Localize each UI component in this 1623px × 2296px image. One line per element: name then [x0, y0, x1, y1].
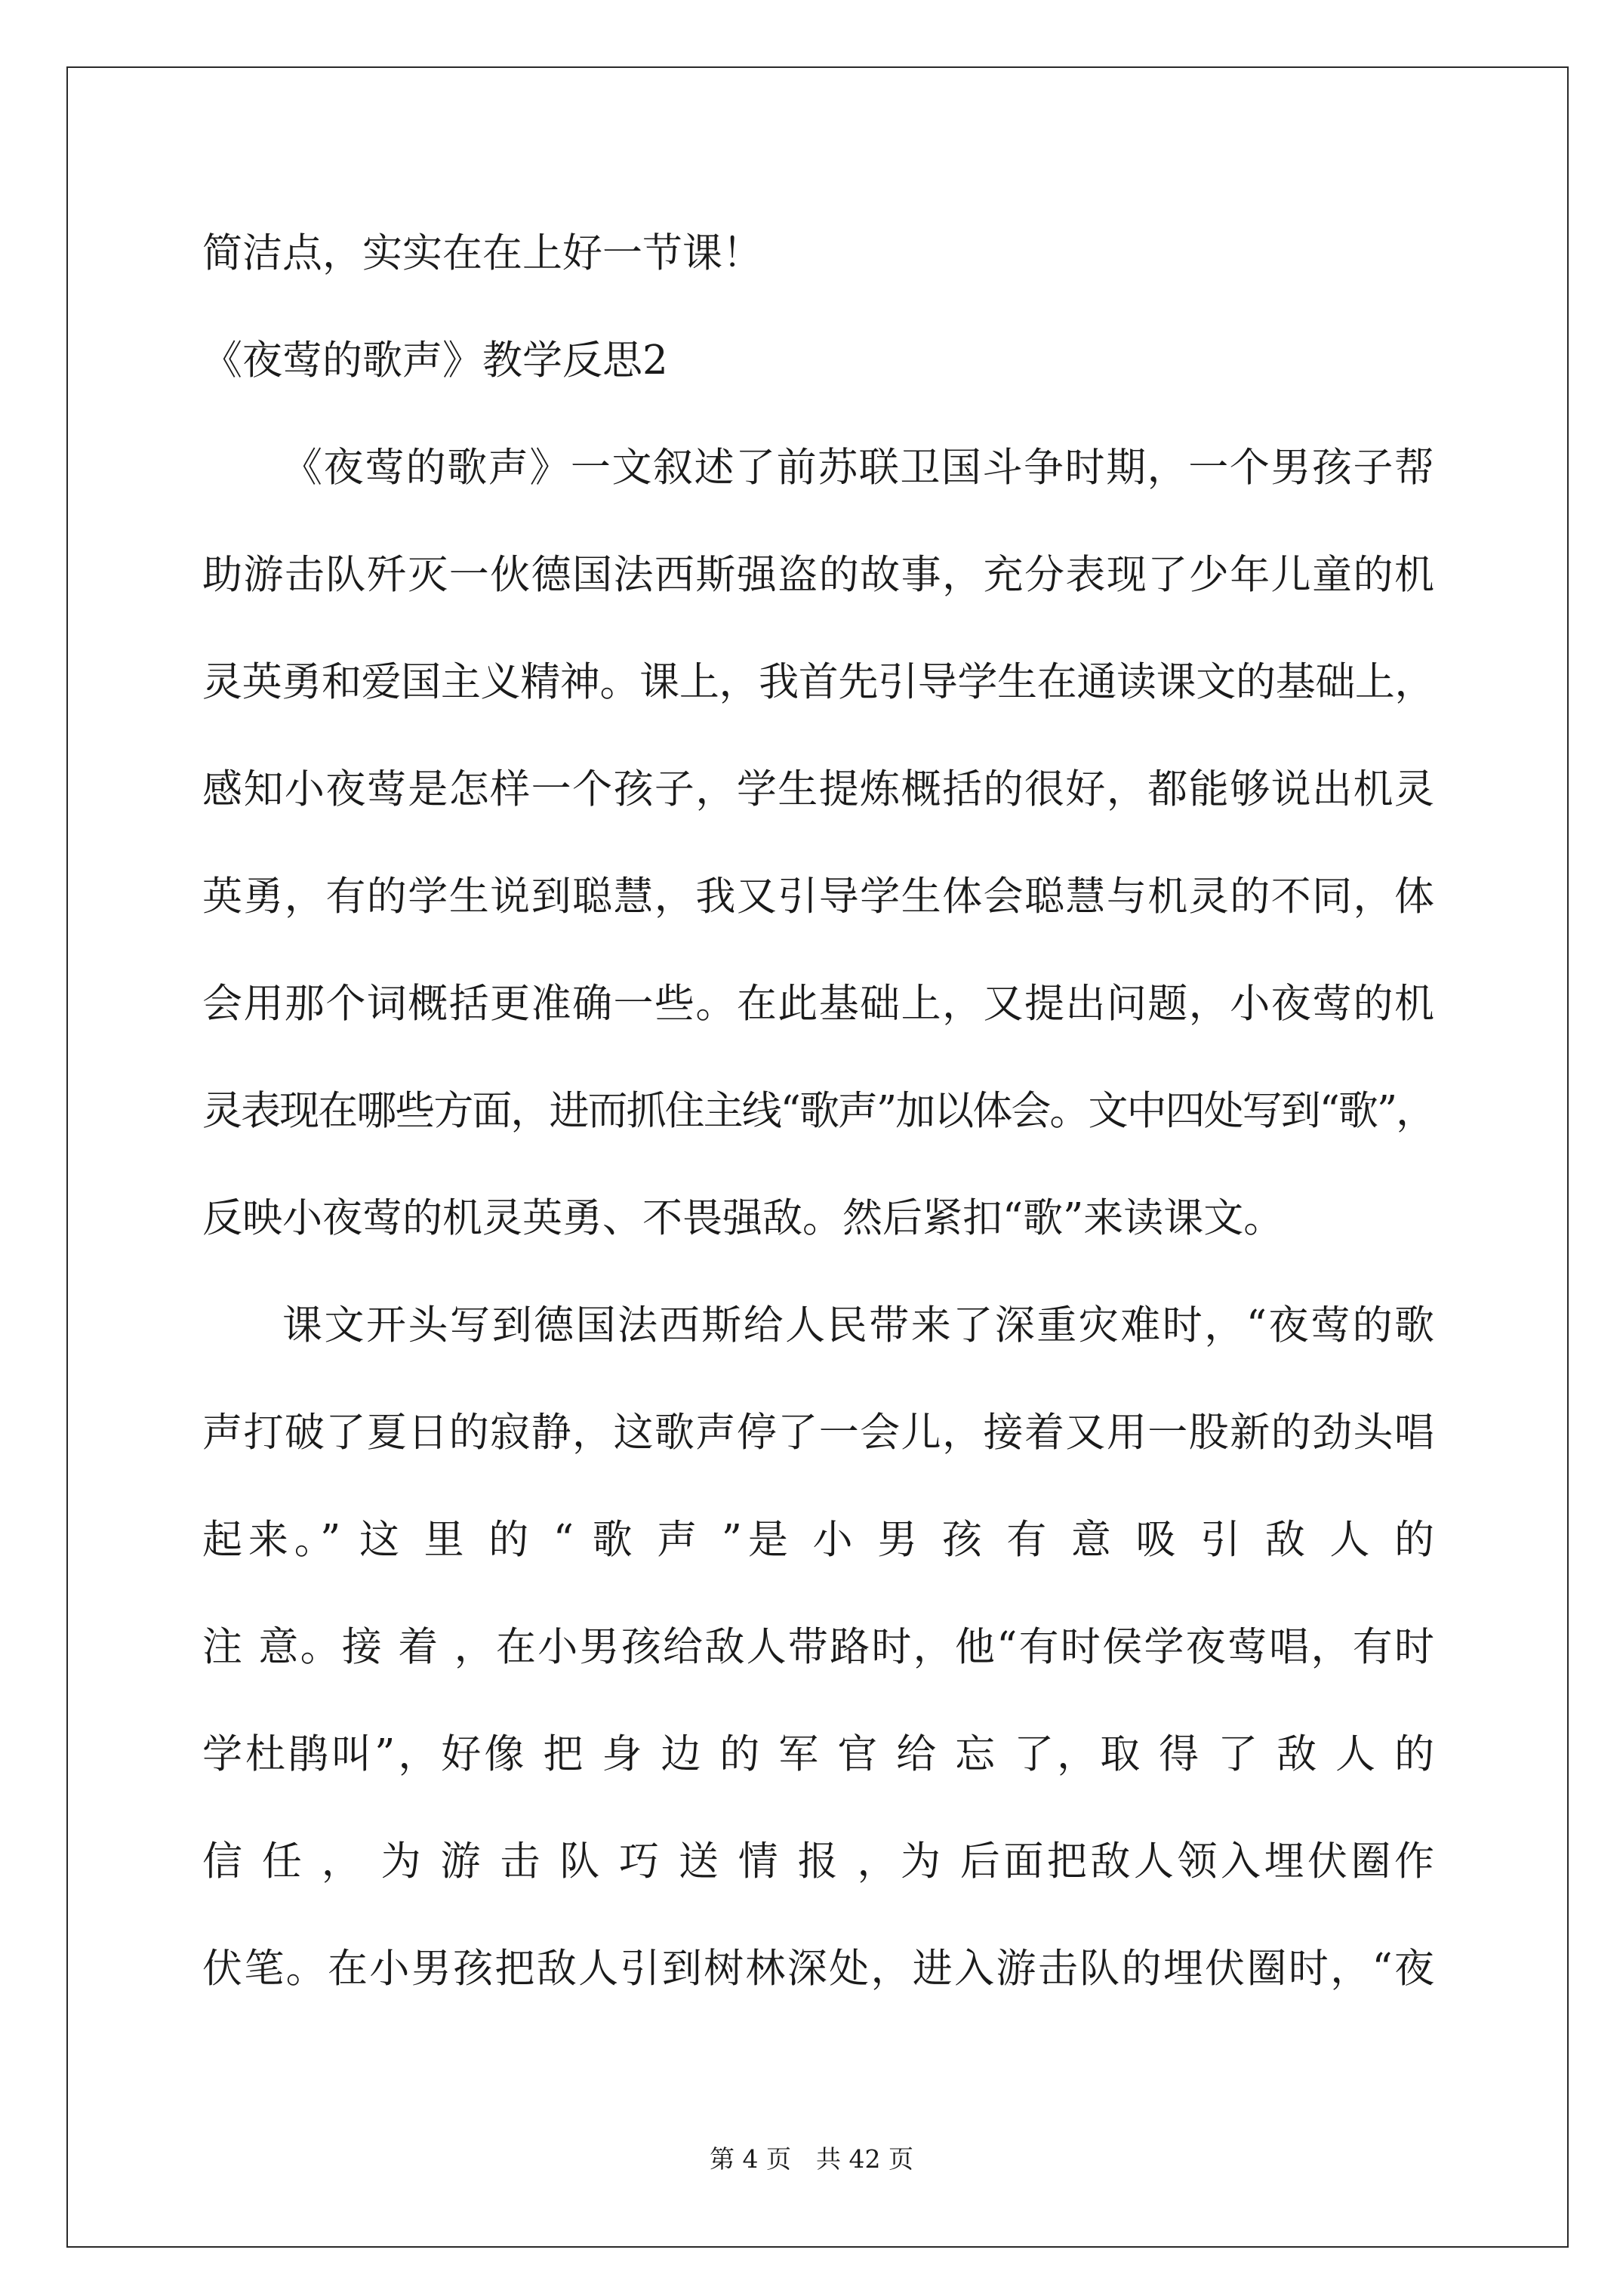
document-body — [202, 200, 1434, 2023]
body-text-line: 注 意。接 着 ，在小男孩给敌人带路时，他“有时侯学夜莺唱，有时 — [202, 1624, 1434, 1670]
body-text-line: 声打破了夏日的寂静，这歌声停了一会儿，接着又用一股新的劲头唱 — [202, 1410, 1434, 1456]
body-text-line: 学杜鹃叫”，好像 把 身 边 的 军 官 给 忘 了，取 得 了 敌 人 的 — [202, 1731, 1434, 1777]
body-text-line: 感知小夜莺是怎样一个孩子，学生提炼概括的很好，都能够说出机灵 — [202, 766, 1434, 812]
page-number: 第 4 页 共 42 页 — [710, 2144, 913, 2174]
section-heading: 《夜莺的歌声》教学反思2 — [202, 337, 668, 384]
body-text-line: 简洁点，实实在在上好一节课！ — [202, 230, 762, 276]
body-text-line: 助游击队歼灭一伙德国法西斯强盗的故事，充分表现了少年儿童的机 — [202, 552, 1434, 598]
body-text-line: 起来。” 这 里 的 “ 歌 声 ”是 小 男 孩 有 意 吸 引 敌 人 的 — [202, 1517, 1434, 1563]
body-text-line: 反映小夜莺的机灵英勇、不畏强敌。然后紧扣“歌”来读课文。 — [202, 1195, 1284, 1241]
body-text-line: 伏笔。在小男孩把敌人引到树林深处，进入游击队的埋伏圈时，“夜 — [202, 1946, 1434, 1992]
body-text-line: 灵表现在哪些方面，进而抓住主线“歌声”加以体会。文中四处写到“歌”， — [202, 1088, 1434, 1134]
body-text-line: 课文开头写到德国法西斯给人民带来了深重灾难时，“夜莺的歌 — [282, 1302, 1434, 1348]
body-text-line: 信 任 ， 为 游 击 队 巧 送 情 报 ，为 后面把敌人领入埋伏圈作 — [202, 1838, 1434, 1885]
body-text-line: 灵英勇和爱国主义精神。课上，我首先引导学生在通读课文的基础上， — [202, 659, 1434, 705]
body-text-line: 会用那个词概括更准确一些。在此基础上，又提出问题，小夜莺的机 — [202, 981, 1434, 1027]
body-text-line: 《夜莺的歌声》一文叙述了前苏联卫国斗争时期，一个男孩子帮 — [282, 445, 1434, 491]
body-text-line: 英勇，有的学生说到聪慧，我又引导学生体会聪慧与机灵的不同，体 — [202, 874, 1434, 920]
